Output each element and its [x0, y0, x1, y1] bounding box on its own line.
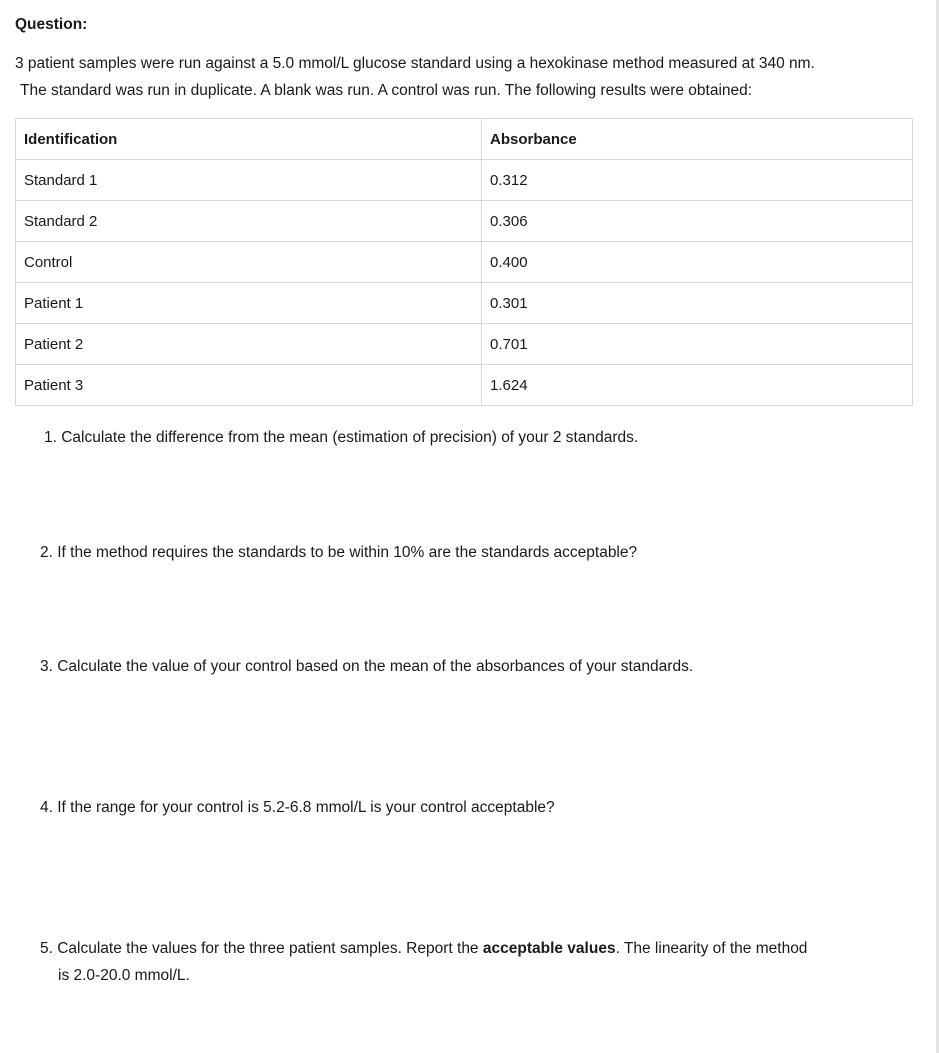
table-header-row	[16, 119, 913, 160]
question-4: 4. If the range for your control is 5.2-6.8 mmol/L is your control acceptable?	[40, 799, 555, 816]
cell-absorbance: 0.306	[482, 201, 913, 242]
question-5-text: 5. Calculate the values for the three patient samples. Report the	[40, 940, 483, 957]
question-2: 2. If the method requires the standards to be within 10% are the standards acceptable?	[40, 544, 638, 561]
question-5	[40, 935, 920, 989]
cell-identification: Patient 2	[16, 324, 482, 365]
cell-identification: Control	[16, 242, 482, 283]
question-1: 1. Calculate the difference from the mean (estimation of precision) of your 2 standards.	[44, 429, 639, 446]
table-row	[16, 324, 913, 365]
cell-identification: Patient 1	[16, 283, 482, 324]
question-heading: Question:	[15, 16, 88, 33]
table-row	[16, 201, 913, 242]
cell-absorbance: 0.301	[482, 283, 913, 324]
question-5-emphasis: acceptable values	[482, 940, 616, 957]
intro-line-1: 3 patient samples were run against a 5.0 mmol/L glucose standard using a hexokinase method measured at 340 nm.	[15, 55, 815, 72]
table-row	[16, 160, 913, 201]
cell-absorbance: 0.701	[482, 324, 913, 365]
header-identification: Identification	[16, 119, 482, 160]
cell-absorbance: 0.312	[482, 160, 913, 201]
table-row	[16, 242, 913, 283]
cell-identification: Standard 1	[16, 160, 482, 201]
question-5-line-2: is 2.0-20.0 mmol/L.	[58, 967, 190, 984]
cell-absorbance: 0.400	[482, 242, 913, 283]
table-row	[16, 365, 913, 406]
intro-line-2: The standard was run in duplicate. A blank was run. A control was run. The following results were obtained:	[20, 82, 753, 99]
question-5-text-cont: . The linearity of the method	[615, 940, 808, 957]
cell-absorbance: 1.624	[482, 365, 913, 406]
table-row	[16, 283, 913, 324]
intro-paragraph	[15, 50, 920, 104]
header-absorbance: Absorbance	[482, 119, 913, 160]
cell-identification: Standard 2	[16, 201, 482, 242]
cell-identification: Patient 3	[16, 365, 482, 406]
question-3: 3. Calculate the value of your control based on the mean of the absorbances of your standards.	[40, 658, 694, 675]
results-table	[15, 118, 913, 406]
